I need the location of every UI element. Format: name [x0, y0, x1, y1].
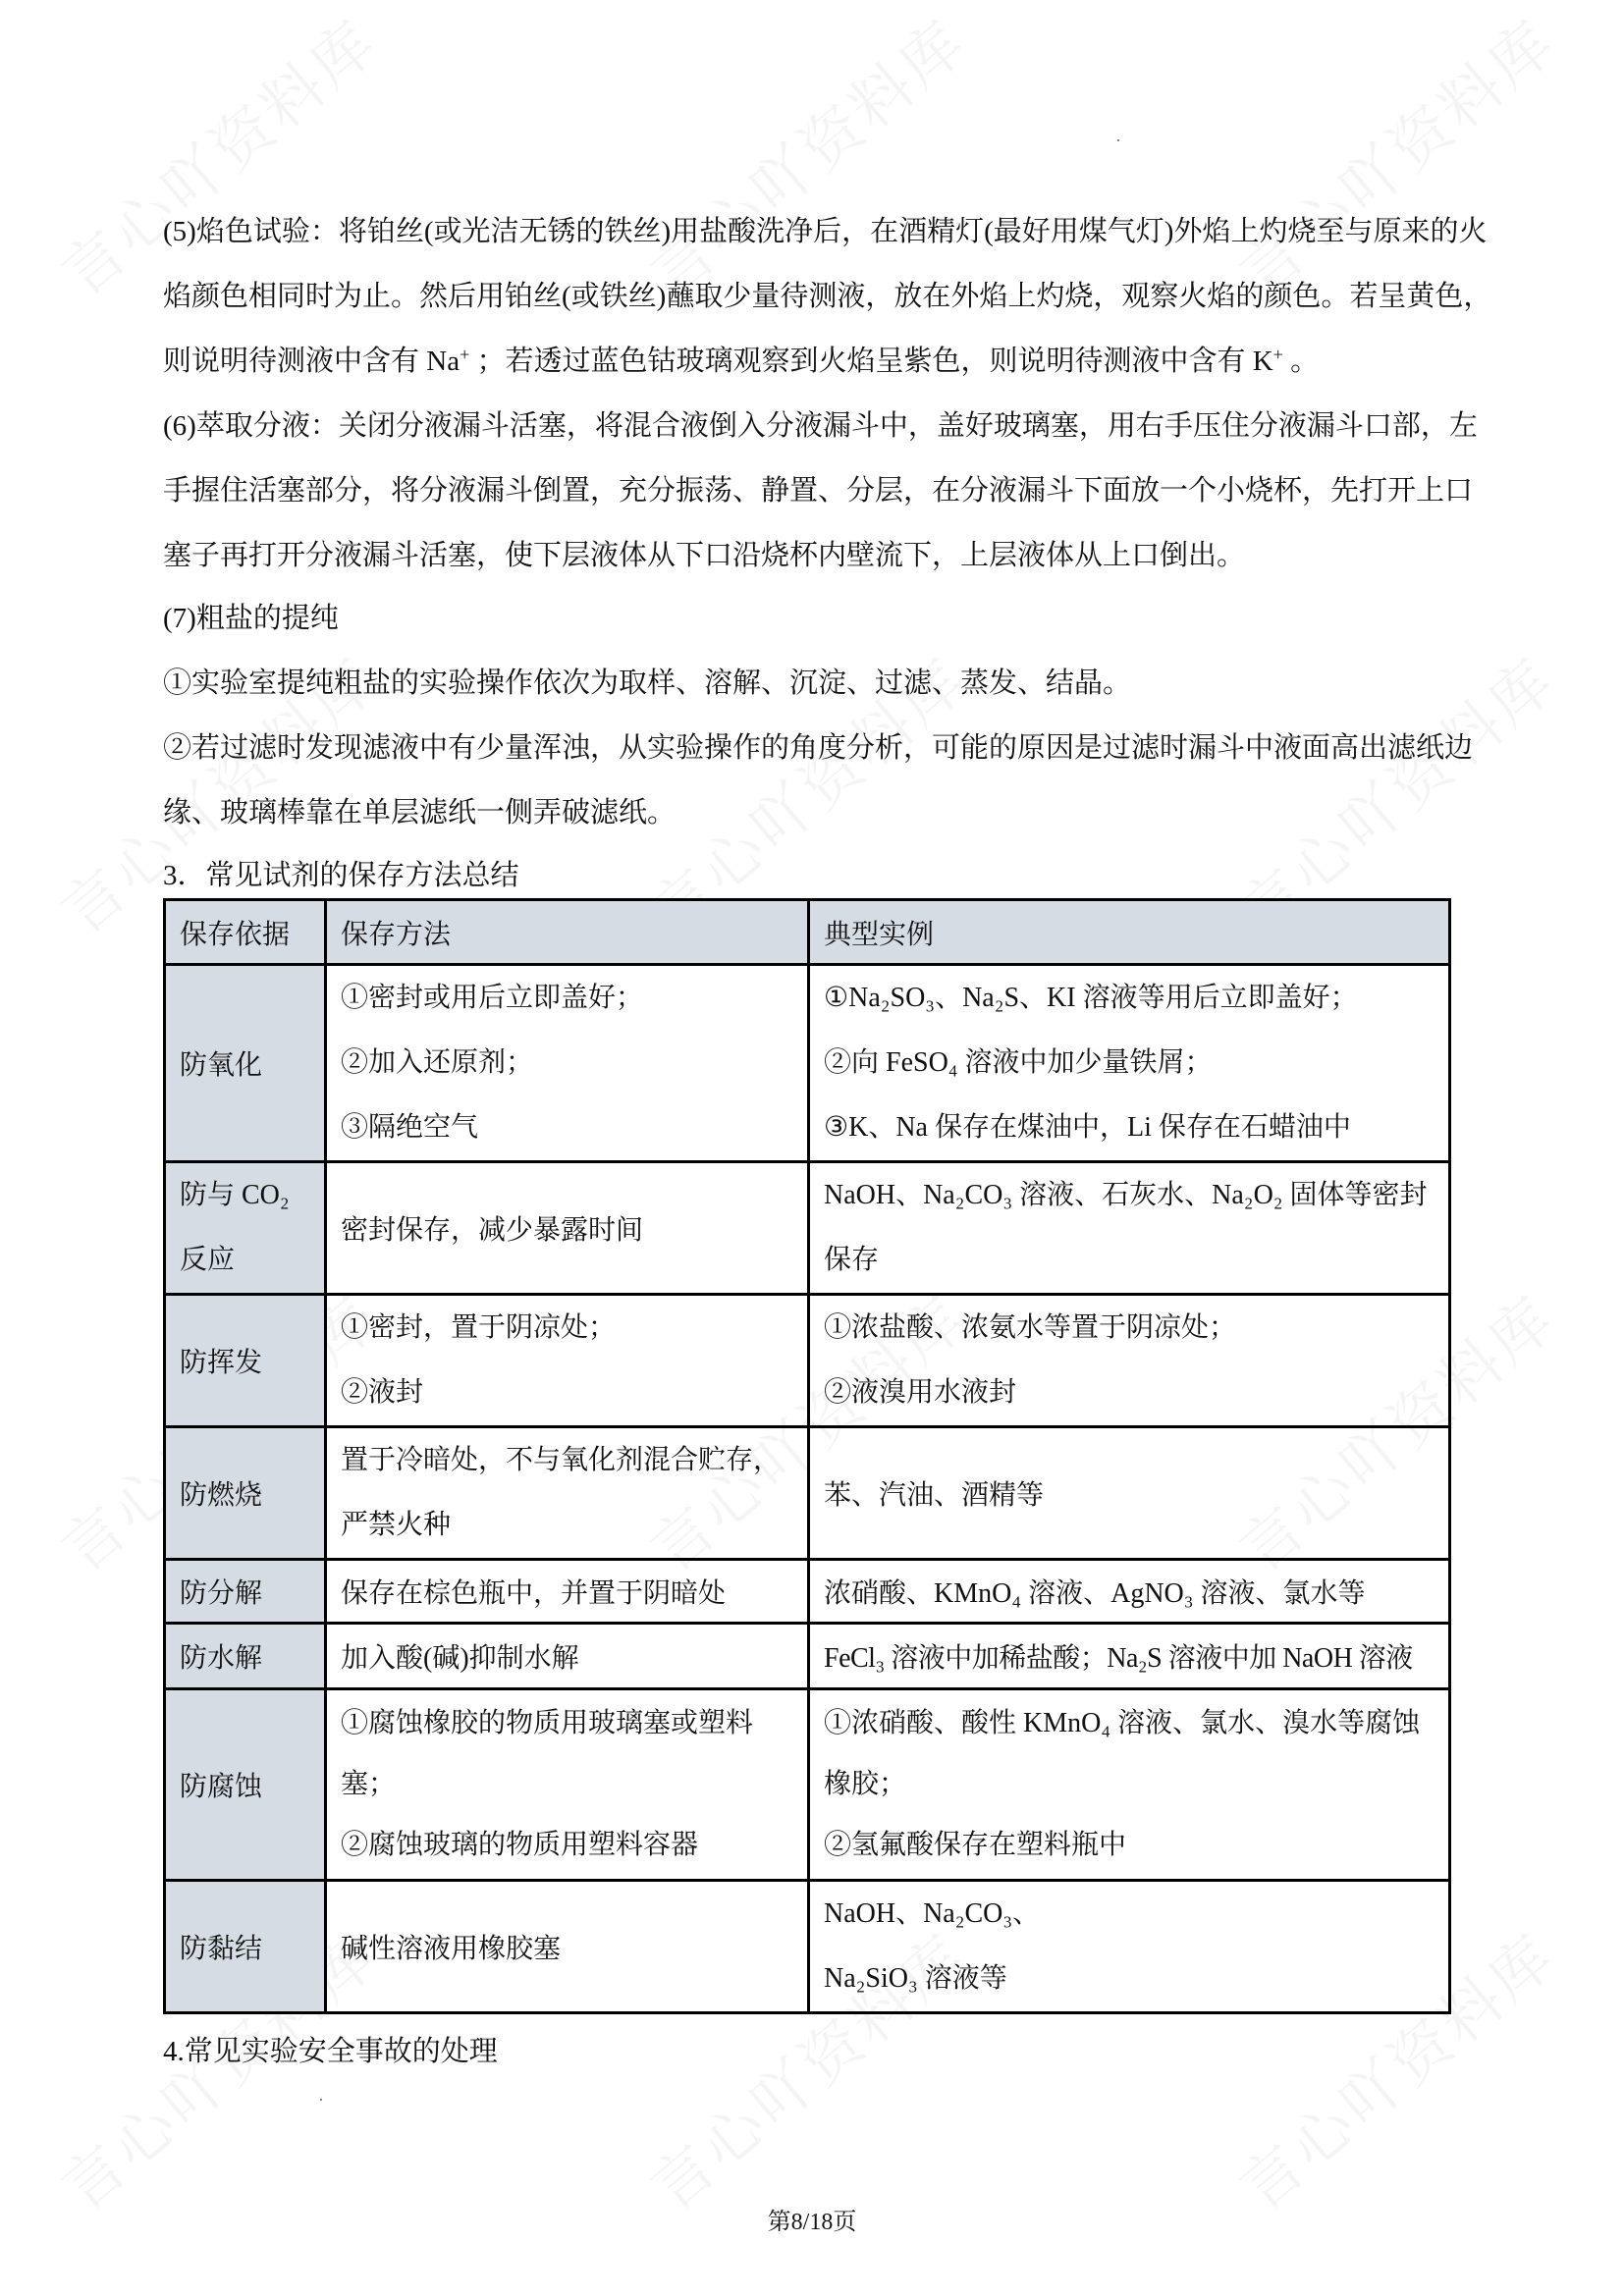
salt-purification-item-2-line-1: ②若过滤时发现滤液中有少量浑浊，从实验操作的角度分析，可能的原因是过滤时漏斗中液面高出滤纸边	[163, 732, 1474, 764]
method-line: 塞；	[341, 1769, 397, 1799]
flame-test-line-3	[163, 342, 1319, 381]
method-line: 置于冷暗处，不与氧化剂混合贮存，	[341, 1445, 782, 1475]
example-line: ①浓硝酸、酸性 KMnO₄ 溶液、氯水、溴水等腐蚀	[824, 1708, 1421, 1738]
example-line: 橡胶；	[824, 1769, 907, 1799]
basis-cell: 防腐蚀	[165, 1689, 326, 1881]
basis-line: 防与 CO₂	[180, 1180, 290, 1210]
stray-dot	[320, 2099, 322, 2101]
table-row	[165, 1624, 1450, 1689]
example-line: Na₂SiO₃ 溶液等	[824, 1963, 1007, 1994]
table-row	[165, 1295, 1450, 1427]
salt-purification-title: (7)粗盐的提纯	[163, 603, 339, 634]
flame-test-text-b: ；若透过蓝色钴玻璃观察到火焰呈紫色，则说明待测液中含有 K	[469, 346, 1273, 377]
example-line: NaOH、Na₂CO₃、	[824, 1898, 1041, 1929]
method-cell: 碱性溶液用橡胶塞	[326, 1881, 809, 2013]
example-line: ①Na₂SO₃、Na₂S、KI 溶液等用后立即盖好；	[824, 983, 1358, 1013]
method-cell: 加入酸(碱)抑制水解	[326, 1624, 809, 1689]
stray-dot	[1117, 139, 1119, 141]
basis-cell: 防挥发	[165, 1295, 326, 1427]
examples-cell: 浓硝酸、KMnO₄ 溶液、AgNO₃ 溶液、氯水等	[809, 1560, 1450, 1624]
extraction-line-1: (6)萃取分液：关闭分液漏斗活塞，将混合液倒入分液漏斗中，盖好玻璃塞，用右手压住分液漏斗口部，左	[163, 410, 1478, 442]
section-4-title: 4.常见实验安全事故的处理	[163, 2036, 498, 2067]
method-cell	[326, 1295, 809, 1427]
examples-cell	[809, 1162, 1450, 1295]
potassium-ion-charge: +	[1272, 345, 1283, 365]
table-row	[165, 1689, 1450, 1881]
method-cell	[326, 1427, 809, 1560]
basis-cell: 防水解	[165, 1624, 326, 1689]
method-cell	[326, 1689, 809, 1881]
flame-test-line-1: (5)焰色试验：将铂丝(或光洁无锈的铁丝)用盐酸洗净后，在酒精灯(最好用煤气灯)外焰上灼烧至与原来的火	[163, 216, 1488, 247]
example-line: ③K、Na 保存在煤油中，Li 保存在石蜡油中	[824, 1112, 1351, 1143]
header-method: 保存方法	[326, 900, 809, 965]
table-row	[165, 1560, 1450, 1624]
example-line: ②氢氟酸保存在塑料瓶中	[824, 1830, 1127, 1860]
reagent-storage-table	[163, 898, 1451, 2014]
examples-cell: 苯、汽油、酒精等	[809, 1427, 1450, 1560]
basis-line: 反应	[180, 1245, 236, 1275]
extraction-line-3: 塞子再打开分液漏斗活塞，使下层液体从下口沿烧杯内壁流下，上层液体从上口倒出。	[163, 540, 1246, 571]
method-line: 严禁火种	[341, 1510, 452, 1540]
extraction-line-2: 手握住活塞部分，将分液漏斗倒置，充分振荡、静置、分层，在分液漏斗下面放一个小烧杯，先打开上口	[163, 475, 1474, 507]
page-number: 第8/18页	[767, 2210, 857, 2235]
method-line: ①密封，置于阴凉处；	[341, 1312, 617, 1343]
method-cell: 保存在棕色瓶中，并置于阴暗处	[326, 1560, 809, 1624]
header-examples: 典型实例	[809, 900, 1450, 965]
examples-cell: FeCl₃ 溶液中加稀盐酸；Na₂S 溶液中加 NaOH 溶液	[809, 1624, 1450, 1689]
examples-cell	[809, 1295, 1450, 1427]
basis-cell: 防氧化	[165, 965, 326, 1162]
example-line: ①浓盐酸、浓氨水等置于阴凉处；	[824, 1312, 1237, 1343]
flame-test-text-c: 。	[1282, 346, 1320, 377]
method-cell	[326, 965, 809, 1162]
method-line: ②加入还原剂；	[341, 1047, 534, 1078]
examples-cell	[809, 1689, 1450, 1881]
table-header-row	[165, 900, 1450, 965]
basis-cell: 防分解	[165, 1560, 326, 1624]
basis-cell: 防黏结	[165, 1881, 326, 2013]
examples-cell	[809, 1881, 1450, 2013]
method-line: ①腐蚀橡胶的物质用玻璃塞或塑料	[341, 1708, 754, 1738]
section-3-title: 3．常见试剂的保存方法总结	[163, 860, 519, 891]
flame-test-line-2: 焰颜色相同时为止。然后用铂丝(或铁丝)蘸取少量待测液，放在外焰上灼烧，观察火焰的颜色。若呈黄色，	[163, 281, 1492, 312]
basis-cell	[165, 1162, 326, 1295]
sodium-ion-charge: +	[460, 345, 470, 365]
method-line: ②液封	[341, 1377, 424, 1408]
example-line: NaOH、Na₂CO₃ 溶液、石灰水、Na₂O₂ 固体等密封	[824, 1180, 1428, 1210]
table-row	[165, 1427, 1450, 1560]
method-line: ③隔绝空气	[341, 1112, 479, 1143]
header-basis: 保存依据	[165, 900, 326, 965]
salt-purification-item-1: ①实验室提纯粗盐的实验操作依次为取样、溶解、沉淀、过滤、蒸发、结晶。	[163, 667, 1132, 699]
table-row	[165, 965, 1450, 1162]
example-line: ②液溴用水液封	[824, 1377, 1017, 1408]
basis-cell: 防燃烧	[165, 1427, 326, 1560]
table-row	[165, 1162, 1450, 1295]
flame-test-text-a: 则说明待测液中含有 Na	[163, 346, 460, 377]
examples-cell	[809, 965, 1450, 1162]
method-line: ②腐蚀玻璃的物质用塑料容器	[341, 1830, 699, 1860]
method-line: ①密封或用后立即盖好；	[341, 983, 644, 1013]
example-line: ②向 FeSO₄ 溶液中加少量铁屑；	[824, 1047, 1213, 1078]
table-row	[165, 1881, 1450, 2013]
salt-purification-item-2-line-2: 缘、玻璃棒靠在单层滤纸一侧弄破滤纸。	[163, 797, 677, 828]
example-line: 保存	[824, 1245, 880, 1275]
method-cell: 密封保存，减少暴露时间	[326, 1162, 809, 1295]
